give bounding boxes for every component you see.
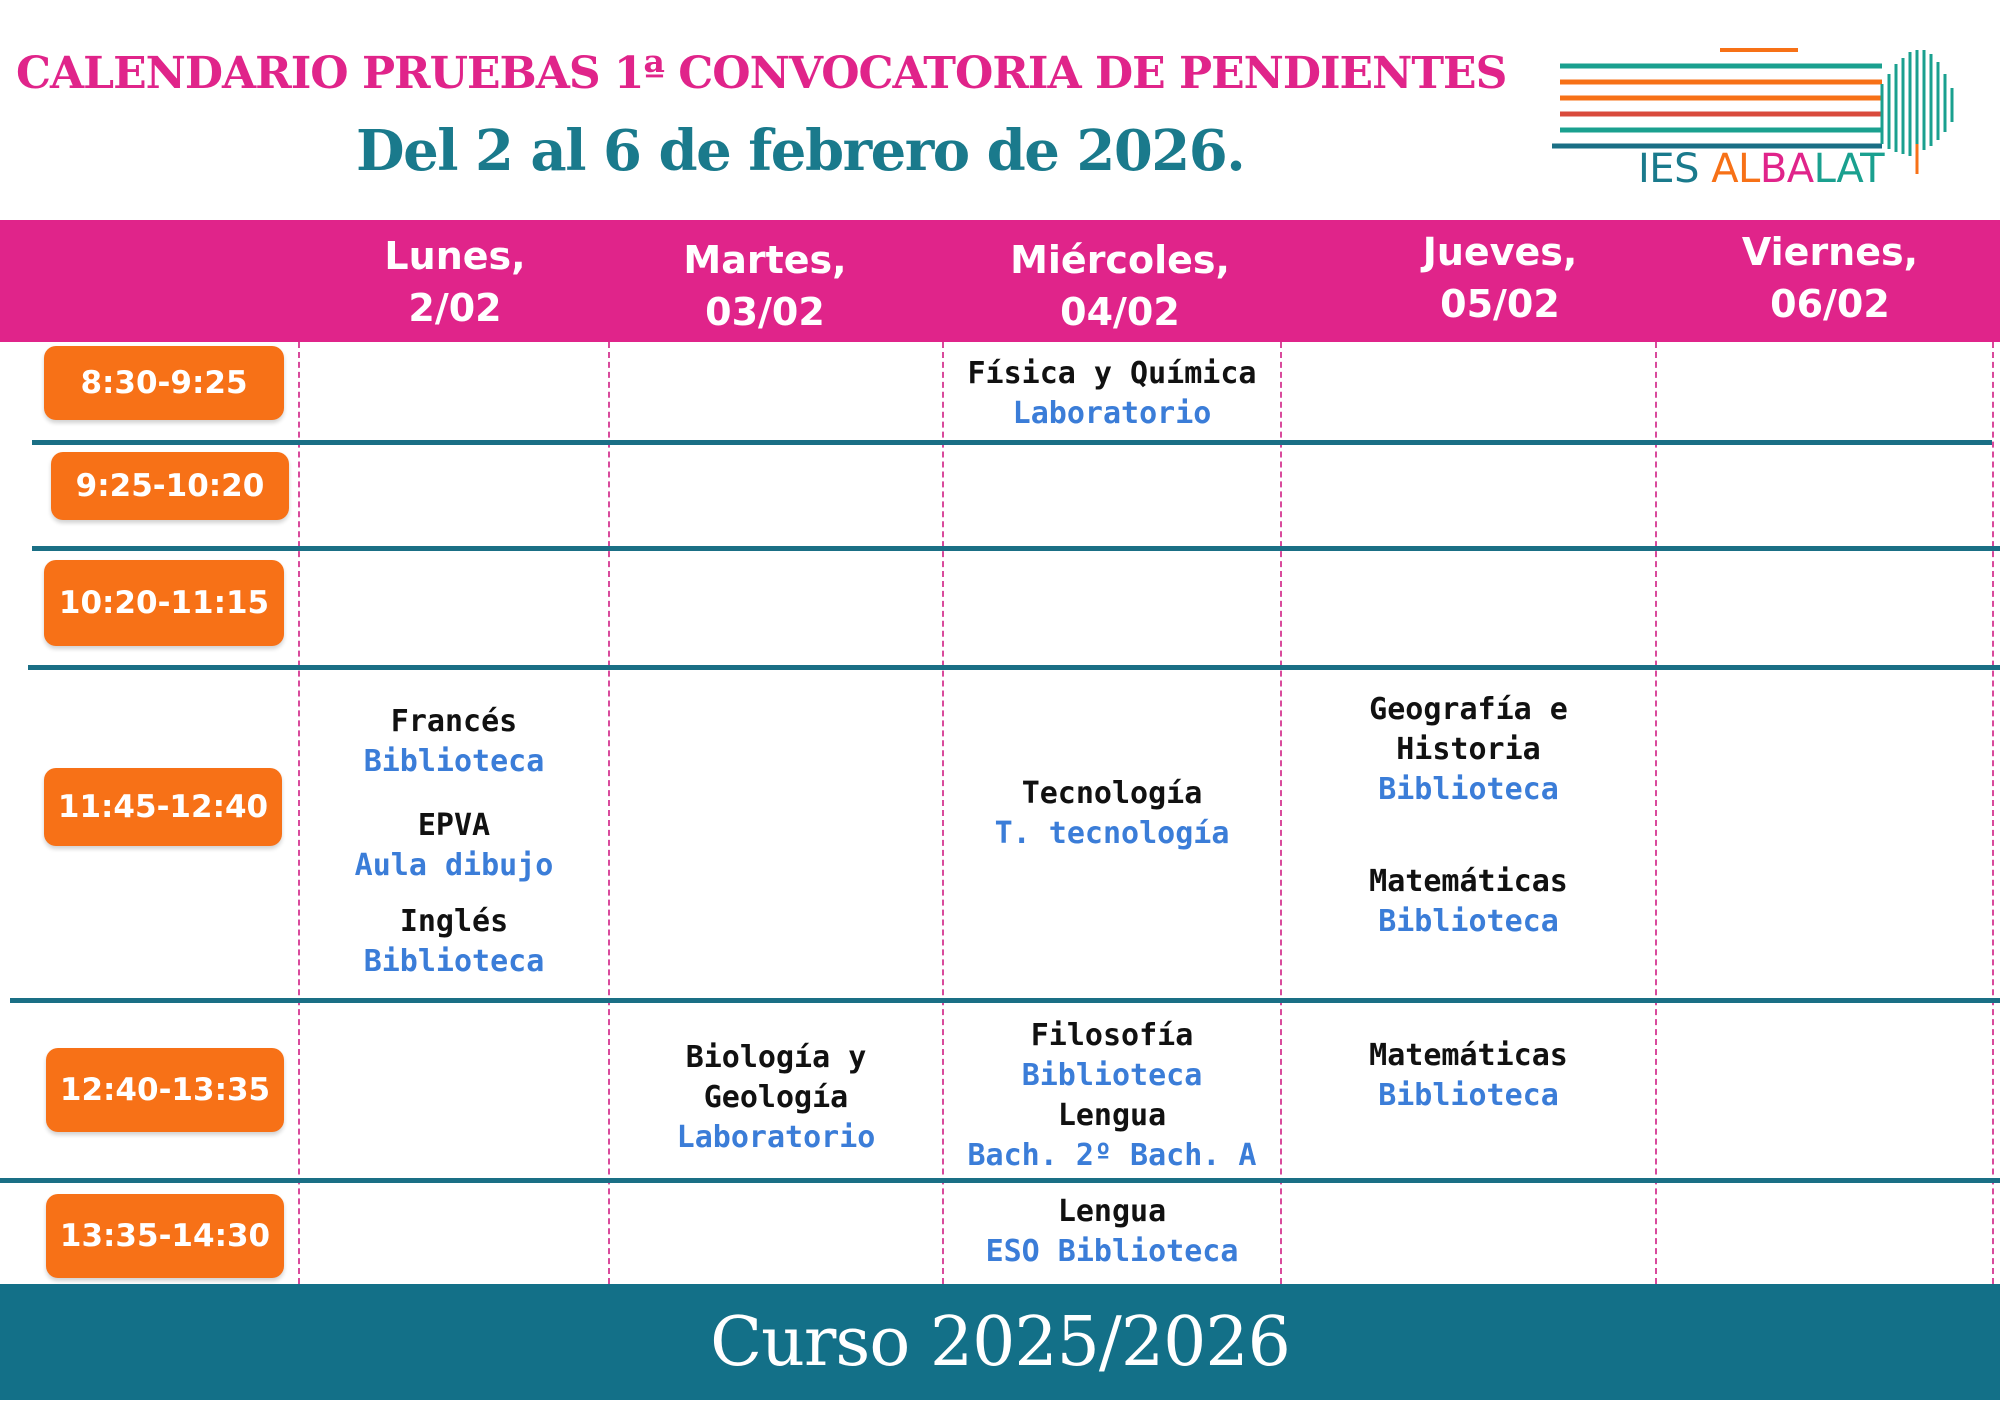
exam-entry: Francés Biblioteca EPVA Aula dibujo Inglés Biblioteca — [354, 704, 554, 979]
exam-entry: Física y Química Laboratorio — [967, 356, 1257, 431]
day-header-viernes: Viernes, 06/02 — [1741, 230, 1919, 326]
exam-entry: Filosofía Biblioteca Lengua Bach. 2º Bach. A — [967, 1018, 1257, 1173]
logo-text: IES ALBALAT — [1638, 146, 1885, 192]
row-divider — [10, 998, 2000, 1003]
exam-entry: Lengua ESO Biblioteca — [985, 1194, 1239, 1269]
time-slot-badge: 10:20-11:15 — [44, 560, 284, 646]
column-divider — [1655, 342, 1657, 1284]
day-header-miercoles: Miércoles, 04/02 — [1010, 238, 1230, 334]
exam-entry: Geografía e Historia Biblioteca Matemáticas Biblioteca — [1369, 692, 1568, 939]
row-divider — [28, 665, 2000, 670]
page-title: CALENDARIO PRUEBAS 1ª CONVOCATORIA DE PENDIENTES — [16, 48, 1507, 99]
row-divider — [0, 1178, 2000, 1183]
time-slot-badge: 12:40-13:35 — [46, 1048, 284, 1132]
row-divider — [32, 440, 1992, 445]
exam-entry: Biología y Geología Laboratorio — [676, 1040, 876, 1155]
date-range-subtitle: Del 2 al 6 de febrero de 2026. — [356, 118, 1245, 184]
time-slot-badge: 11:45-12:40 — [44, 768, 282, 846]
time-slot-badge: 13:35-14:30 — [46, 1194, 284, 1278]
row-divider — [32, 546, 2000, 551]
day-header-jueves: Jueves, 05/02 — [1422, 230, 1578, 326]
weekday-header — [0, 220, 2000, 342]
exam-entry: Matemáticas Biblioteca — [1369, 1038, 1568, 1113]
exam-entry: Tecnología T. tecnología — [994, 776, 1230, 851]
column-divider — [1992, 342, 1994, 1284]
day-header-lunes: Lunes, 2/02 — [384, 234, 526, 330]
time-slot-badge: 8:30-9:25 — [44, 346, 284, 420]
time-slot-badge: 9:25-10:20 — [51, 452, 289, 520]
day-header-martes: Martes, 03/02 — [683, 238, 847, 334]
school-year-footer: Curso 2025/2026 — [0, 1284, 2000, 1400]
